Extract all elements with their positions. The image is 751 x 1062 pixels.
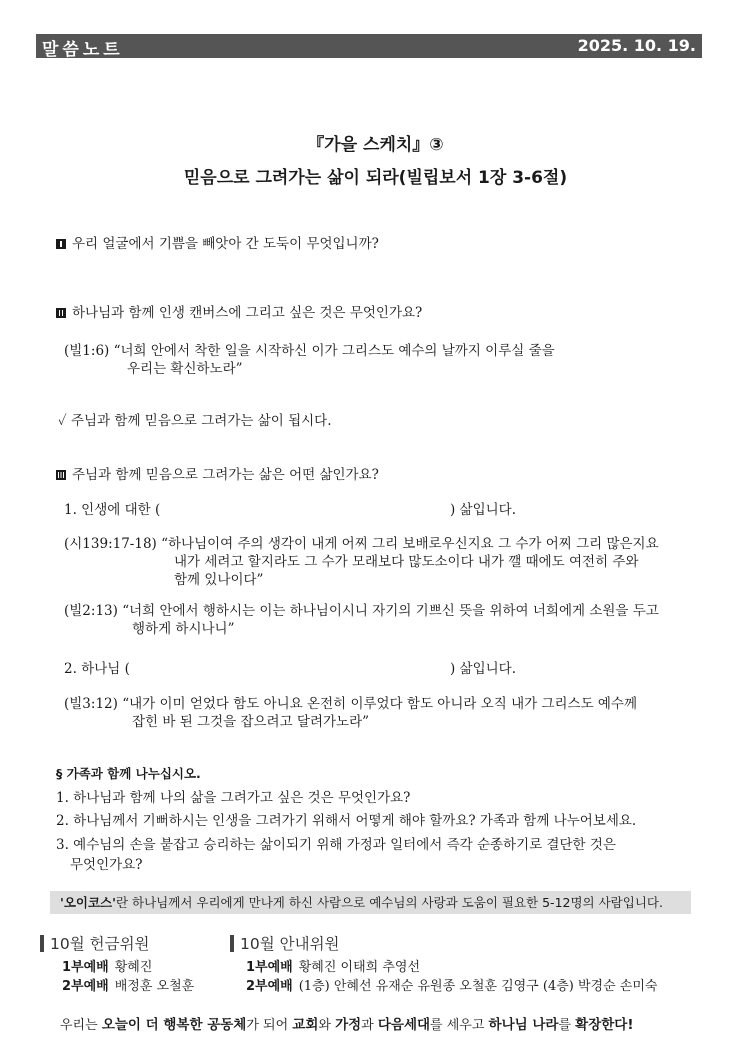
vision-text: 를 세우고: [430, 1018, 489, 1033]
share-question-3: 3. 예수님의 손을 붙잡고 승리하는 삶이되기 위해 가정과 일터에서 즉각 순종하기로 결단한 것은: [56, 837, 616, 853]
vision-emphasis: 오늘이 더 행복한 공동체: [101, 1017, 247, 1033]
usher-service-1: [246, 956, 420, 975]
verse-phil2-13: [64, 599, 659, 619]
verse-text-line: 내가 세려고 할지라도 그 수가 모래보다 많도소이다 내가 깰 때에도 여전히 주와: [174, 554, 639, 570]
page-header: [36, 34, 702, 58]
committee-title-text: 10월 안내위원: [240, 935, 340, 953]
roman-two-icon: [56, 308, 66, 318]
verse-text-line: 잡힌 바 된 그것을 잡으려고 달려가노라”: [132, 714, 370, 730]
oikos-term: '오이코스': [60, 895, 116, 910]
verse-text-line: “하나님이여 주의 생각이 내게 어찌 그리 보배로우신지요 그 수가 어찌 그리 많은지요: [161, 536, 659, 552]
share-question-1: 1. 하나님과 함께 나의 삶을 그려가고 싶은 것은 무엇인가요?: [56, 790, 411, 806]
share-question-3-cont: 무엇인가요?: [70, 857, 143, 873]
verse-ref: (빌2:13): [64, 603, 118, 619]
committee-title-text: 10월 헌금위원: [50, 935, 150, 953]
verse-ref: (빌3:12): [64, 696, 118, 712]
vision-text: 와: [318, 1018, 336, 1033]
vision-text: 가 되어: [246, 1018, 293, 1033]
offering-service-2: [62, 975, 194, 994]
header-title: 말씀노트: [42, 40, 124, 60]
verse-text-line: 행하게 하시나니”: [132, 621, 235, 637]
church-vision-statement: [60, 1013, 633, 1033]
oikos-definition: 란 하나님께서 우리에게 만나게 하신 사람으로 예수님의 사랑과 도움이 필요한 5-12명의 사람입니다.: [115, 895, 663, 910]
verse-text-line: 함께 있나이다”: [174, 572, 264, 588]
sermon-series: 『가을 스케치』③: [307, 135, 444, 155]
point-3-question: 주님과 함께 믿음으로 그려가는 삶은 어떤 삶인가요?: [72, 467, 379, 483]
service-names: 황혜진: [114, 960, 153, 975]
point-1: [56, 232, 379, 252]
verse-phil1-6: [64, 339, 555, 359]
vision-emphasis: 가정: [335, 1017, 362, 1033]
service-names: 배정훈 오철훈: [114, 979, 195, 994]
verse-text-line: 우리는 확신하노라”: [127, 361, 243, 377]
item-2-end: ) 삶입니다.: [450, 661, 517, 677]
vision-text: 를: [558, 1018, 576, 1033]
point-2: [56, 301, 422, 321]
item-1-end: ) 삶입니다.: [450, 502, 517, 518]
share-question-2: 2. 하나님께서 기뻐하시는 인생을 그려가기 위해서 어떻게 해야 할까요? 가족과 함께 나누어보세요.: [56, 813, 637, 829]
bar-marker-icon: [40, 935, 44, 952]
verse-text-line: “너희 안에서 착한 일을 시작하신 이가 그리스도 예수의 날까지 이루실 줄을: [113, 343, 555, 359]
share-title: § 가족과 함께 나누십시오.: [56, 766, 201, 781]
offering-committee-title: [40, 932, 150, 954]
service-label: 1부예배: [62, 960, 109, 975]
verse-text-line: “너희 안에서 행하시는 이는 하나님이시니 자기의 기쁘신 뜻을 위하여 너희에게 소원을 두고: [122, 603, 659, 619]
verse-phil3-12: [64, 692, 637, 712]
offering-service-1: [62, 956, 152, 975]
service-label: 2부예배: [62, 979, 109, 994]
verse-ps139: [64, 532, 659, 552]
service-label: 2부예배: [246, 979, 293, 994]
check-statement: ✓ 주님과 함께 믿음으로 그려가는 삶이 됩시다.: [58, 413, 332, 429]
sermon-title: 믿음으로 그려가는 삶이 되라(빌립보서 1장 3-6절): [183, 168, 568, 188]
vision-text: 우리는: [60, 1018, 102, 1033]
vision-emphasis: 교회: [292, 1017, 319, 1033]
verse-text-line: “내가 이미 얻었다 함도 아니요 온전히 이루었다 함도 아니라 오직 내가 그리스도 예수께: [122, 696, 638, 712]
service-names: (1층) 안혜선 유재순 유원종 오철훈 김영구 (4층) 박경순 손미숙: [298, 979, 658, 994]
point-1-question: 우리 얼굴에서 기쁨을 빼앗아 간 도둑이 무엇입니까?: [72, 236, 379, 252]
item-1-start: 1. 인생에 대한 (: [64, 502, 161, 518]
vision-emphasis: 하나님 나라: [488, 1017, 559, 1033]
verse-ref: (빌1:6): [64, 343, 110, 359]
vision-text: 과: [361, 1018, 378, 1033]
service-label: 1부예배: [246, 960, 293, 975]
verse-ref: (시139:17-18): [64, 536, 157, 552]
service-names: 황혜진 이태희 추영선: [298, 960, 421, 975]
roman-three-icon: [56, 470, 66, 480]
item-2-start: 2. 하나님 (: [64, 661, 130, 677]
oikos-banner: [50, 891, 691, 914]
vision-emphasis: 확장한다!: [575, 1017, 634, 1033]
point-2-question: 하나님과 함께 인생 캔버스에 그리고 싶은 것은 무엇인가요?: [72, 305, 423, 321]
header-date: 2025. 10. 19.: [577, 36, 696, 55]
roman-one-icon: [56, 239, 66, 249]
point-3: [56, 463, 379, 483]
bar-marker-icon: [230, 935, 234, 952]
usher-service-2: [246, 975, 657, 994]
vision-emphasis: 다음세대: [377, 1017, 431, 1033]
usher-committee-title: [230, 932, 340, 954]
